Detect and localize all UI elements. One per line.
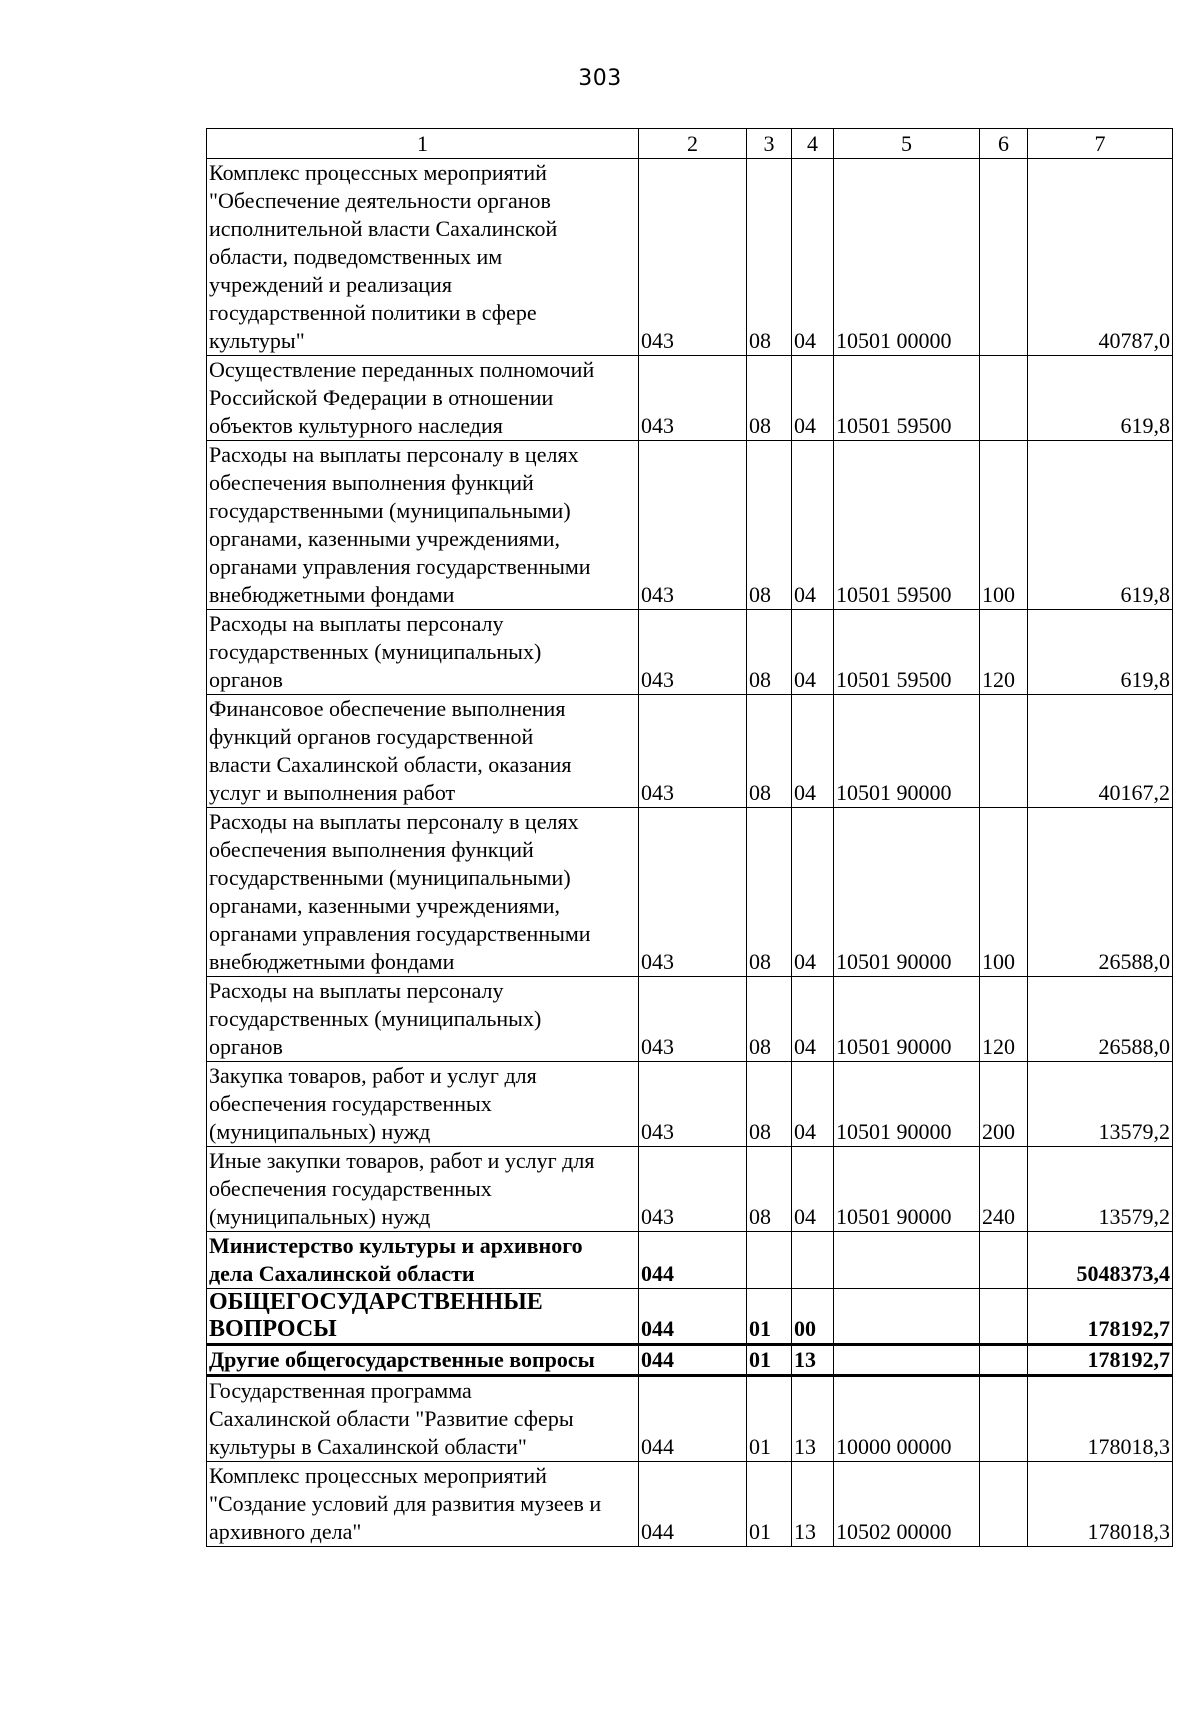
ministry-code-cell: 043 <box>639 977 747 1062</box>
row-name-cell <box>207 1289 639 1345</box>
row-name-line: органами управления государственными <box>209 921 591 946</box>
row-name-cell <box>207 610 639 695</box>
row-name-line: исполнительной власти Сахалинской <box>209 216 558 241</box>
row-name-cell <box>207 356 639 441</box>
expense-type-cell: 100 <box>980 808 1028 977</box>
amount-cell: 5048373,4 <box>1028 1232 1173 1289</box>
row-name-line: государственными (муниципальными) <box>209 498 571 523</box>
section-code-cell <box>747 1232 792 1289</box>
row-name-line: обеспечения выполнения функций <box>209 837 534 862</box>
target-code-cell: 10501 90000 <box>834 977 980 1062</box>
amount-cell: 26588,0 <box>1028 977 1173 1062</box>
row-name-line: ОБЩЕГОСУДАРСТВЕННЫЕ <box>209 1289 543 1315</box>
target-code-cell <box>834 1345 980 1376</box>
table-row <box>207 159 1173 356</box>
subsection-code-cell: 04 <box>792 1062 834 1147</box>
amount-cell: 619,8 <box>1028 441 1173 610</box>
row-name-line: культуры" <box>209 328 305 353</box>
row-name-line: Другие общегосударственные вопросы <box>209 1347 595 1372</box>
amount-cell: 13579,2 <box>1028 1147 1173 1232</box>
table-row <box>207 1147 1173 1232</box>
amount-cell: 13579,2 <box>1028 1062 1173 1147</box>
table-header <box>207 129 1173 159</box>
ministry-code-cell: 043 <box>639 695 747 808</box>
subsection-code-cell: 04 <box>792 808 834 977</box>
subsection-code-cell: 13 <box>792 1462 834 1547</box>
header-col-5: 5 <box>834 129 980 159</box>
section-code-cell: 08 <box>747 695 792 808</box>
row-name-cell <box>207 977 639 1062</box>
amount-cell: 178192,7 <box>1028 1345 1173 1376</box>
expense-type-cell: 100 <box>980 441 1028 610</box>
row-name-line: "Создание условий для развития музеев и <box>209 1491 602 1516</box>
row-name-line: (муниципальных) нужд <box>209 1204 431 1229</box>
expense-type-cell <box>980 1462 1028 1547</box>
row-name-cell <box>207 1147 639 1232</box>
expense-type-cell: 120 <box>980 610 1028 695</box>
row-name-line: "Обеспечение деятельности органов <box>209 188 551 213</box>
ministry-code-cell: 043 <box>639 159 747 356</box>
table-row <box>207 1232 1173 1289</box>
table-row <box>207 441 1173 610</box>
section-code-cell: 08 <box>747 1147 792 1232</box>
amount-cell: 178192,7 <box>1028 1289 1173 1345</box>
header-col-1: 1 <box>207 129 639 159</box>
target-code-cell: 10501 90000 <box>834 1062 980 1147</box>
target-code-cell: 10501 90000 <box>834 1147 980 1232</box>
subsection-code-cell: 13 <box>792 1376 834 1462</box>
table-row <box>207 1289 1173 1345</box>
header-row <box>207 129 1173 159</box>
expense-type-cell <box>980 1289 1028 1345</box>
row-name-line: Расходы на выплаты персоналу <box>209 611 504 636</box>
ministry-code-cell: 043 <box>639 1062 747 1147</box>
target-code-cell <box>834 1289 980 1345</box>
section-code-cell: 01 <box>747 1345 792 1376</box>
row-name-line: Российской Федерации в отношении <box>209 385 554 410</box>
row-name-line: услуг и выполнения работ <box>209 780 456 805</box>
row-name-line: обеспечения выполнения функций <box>209 470 534 495</box>
row-name-line: архивного дела" <box>209 1519 362 1544</box>
row-name-cell <box>207 441 639 610</box>
row-name-cell <box>207 1062 639 1147</box>
target-code-cell: 10502 00000 <box>834 1462 980 1547</box>
page-number: 303 <box>578 66 622 91</box>
target-code-cell: 10501 59500 <box>834 441 980 610</box>
section-code-cell: 01 <box>747 1376 792 1462</box>
ministry-code-cell: 044 <box>639 1289 747 1345</box>
section-code-cell: 08 <box>747 977 792 1062</box>
row-name-cell <box>207 1376 639 1462</box>
amount-cell: 40787,0 <box>1028 159 1173 356</box>
ministry-code-cell: 043 <box>639 356 747 441</box>
section-code-cell: 08 <box>747 159 792 356</box>
ministry-code-cell: 044 <box>639 1376 747 1462</box>
row-name-line: ВОПРОСЫ <box>209 1316 337 1342</box>
expense-type-cell <box>980 159 1028 356</box>
budget-table <box>206 128 1173 1547</box>
target-code-cell: 10501 00000 <box>834 159 980 356</box>
row-name-line: органами, казенными учреждениями, <box>209 526 560 551</box>
row-name-line: Расходы на выплаты персоналу <box>209 978 504 1003</box>
expense-type-cell <box>980 695 1028 808</box>
section-code-cell: 01 <box>747 1289 792 1345</box>
row-name-line: Расходы на выплаты персоналу в целях <box>209 809 579 834</box>
row-name-line: Закупка товаров, работ и услуг для <box>209 1063 537 1088</box>
table-body <box>207 159 1173 1547</box>
row-name-line: внебюджетными фондами <box>209 949 455 974</box>
subsection-code-cell: 00 <box>792 1289 834 1345</box>
target-code-cell: 10501 59500 <box>834 610 980 695</box>
target-code-cell: 10000 00000 <box>834 1376 980 1462</box>
row-name-line: Иные закупки товаров, работ и услуг для <box>209 1148 595 1173</box>
section-code-cell: 08 <box>747 441 792 610</box>
table-row <box>207 1062 1173 1147</box>
table-row <box>207 356 1173 441</box>
row-name-line: дела Сахалинской области <box>209 1261 475 1286</box>
expense-type-cell <box>980 356 1028 441</box>
amount-cell: 40167,2 <box>1028 695 1173 808</box>
header-col-2: 2 <box>639 129 747 159</box>
row-name-line: органов <box>209 1034 283 1059</box>
row-name-line: объектов культурного наследия <box>209 413 503 438</box>
row-name-cell <box>207 1345 639 1376</box>
row-name-line: функций органов государственной <box>209 724 534 749</box>
row-name-cell <box>207 159 639 356</box>
subsection-code-cell: 04 <box>792 356 834 441</box>
subsection-code-cell: 04 <box>792 695 834 808</box>
row-name-line: Министерство культуры и архивного <box>209 1233 583 1258</box>
ministry-code-cell: 043 <box>639 441 747 610</box>
ministry-code-cell: 043 <box>639 1147 747 1232</box>
section-code-cell: 08 <box>747 808 792 977</box>
expense-type-cell <box>980 1345 1028 1376</box>
expense-type-cell: 240 <box>980 1147 1028 1232</box>
table-row <box>207 1345 1173 1376</box>
row-name-line: культуры в Сахалинской области" <box>209 1434 527 1459</box>
row-name-line: обеспечения государственных <box>209 1176 492 1201</box>
header-col-4: 4 <box>792 129 834 159</box>
subsection-code-cell: 04 <box>792 610 834 695</box>
amount-cell: 619,8 <box>1028 356 1173 441</box>
row-name-line: органами управления государственными <box>209 554 591 579</box>
subsection-code-cell <box>792 1232 834 1289</box>
table-row <box>207 610 1173 695</box>
table-row <box>207 695 1173 808</box>
row-name-line: власти Сахалинской области, оказания <box>209 752 572 777</box>
table-row <box>207 808 1173 977</box>
row-name-line: государственных (муниципальных) <box>209 1006 542 1031</box>
expense-type-cell: 120 <box>980 977 1028 1062</box>
row-name-line: учреждений и реализация <box>209 272 452 297</box>
subsection-code-cell: 04 <box>792 159 834 356</box>
section-code-cell: 08 <box>747 1062 792 1147</box>
amount-cell: 619,8 <box>1028 610 1173 695</box>
section-code-cell: 08 <box>747 356 792 441</box>
row-name-line: государственных (муниципальных) <box>209 639 542 664</box>
target-code-cell: 10501 90000 <box>834 695 980 808</box>
ministry-code-cell: 044 <box>639 1462 747 1547</box>
ministry-code-cell: 043 <box>639 610 747 695</box>
table-row <box>207 1462 1173 1547</box>
ministry-code-cell: 044 <box>639 1232 747 1289</box>
expense-type-cell <box>980 1232 1028 1289</box>
amount-cell: 178018,3 <box>1028 1376 1173 1462</box>
target-code-cell: 10501 59500 <box>834 356 980 441</box>
row-name-line: государственной политики в сфере <box>209 300 537 325</box>
header-col-3: 3 <box>747 129 792 159</box>
row-name-line: Осуществление переданных полномочий <box>209 357 595 382</box>
subsection-code-cell: 04 <box>792 441 834 610</box>
expense-type-cell <box>980 1376 1028 1462</box>
row-name-cell <box>207 808 639 977</box>
target-code-cell <box>834 1232 980 1289</box>
row-name-cell <box>207 695 639 808</box>
row-name-line: внебюджетными фондами <box>209 582 455 607</box>
header-col-7: 7 <box>1028 129 1173 159</box>
subsection-code-cell: 13 <box>792 1345 834 1376</box>
table-row <box>207 1376 1173 1462</box>
header-col-6: 6 <box>980 129 1028 159</box>
row-name-line: Расходы на выплаты персоналу в целях <box>209 442 579 467</box>
target-code-cell: 10501 90000 <box>834 808 980 977</box>
row-name-line: обеспечения государственных <box>209 1091 492 1116</box>
ministry-code-cell: 043 <box>639 808 747 977</box>
expense-type-cell: 200 <box>980 1062 1028 1147</box>
table-row <box>207 977 1173 1062</box>
row-name-line: органов <box>209 667 283 692</box>
row-name-line: Государственная программа <box>209 1378 472 1403</box>
row-name-line: Комплекс процессных мероприятий <box>209 160 547 185</box>
row-name-line: Комплекс процессных мероприятий <box>209 1463 547 1488</box>
row-name-line: области, подведомственных им <box>209 244 503 269</box>
row-name-line: органами, казенными учреждениями, <box>209 893 560 918</box>
amount-cell: 178018,3 <box>1028 1462 1173 1547</box>
row-name-line: Финансовое обеспечение выполнения <box>209 696 566 721</box>
section-code-cell: 01 <box>747 1462 792 1547</box>
section-code-cell: 08 <box>747 610 792 695</box>
ministry-code-cell: 044 <box>639 1345 747 1376</box>
row-name-cell <box>207 1462 639 1547</box>
row-name-line: (муниципальных) нужд <box>209 1119 431 1144</box>
subsection-code-cell: 04 <box>792 1147 834 1232</box>
amount-cell: 26588,0 <box>1028 808 1173 977</box>
subsection-code-cell: 04 <box>792 977 834 1062</box>
row-name-line: государственными (муниципальными) <box>209 865 571 890</box>
row-name-line: Сахалинской области "Развитие сферы <box>209 1406 574 1431</box>
row-name-cell <box>207 1232 639 1289</box>
